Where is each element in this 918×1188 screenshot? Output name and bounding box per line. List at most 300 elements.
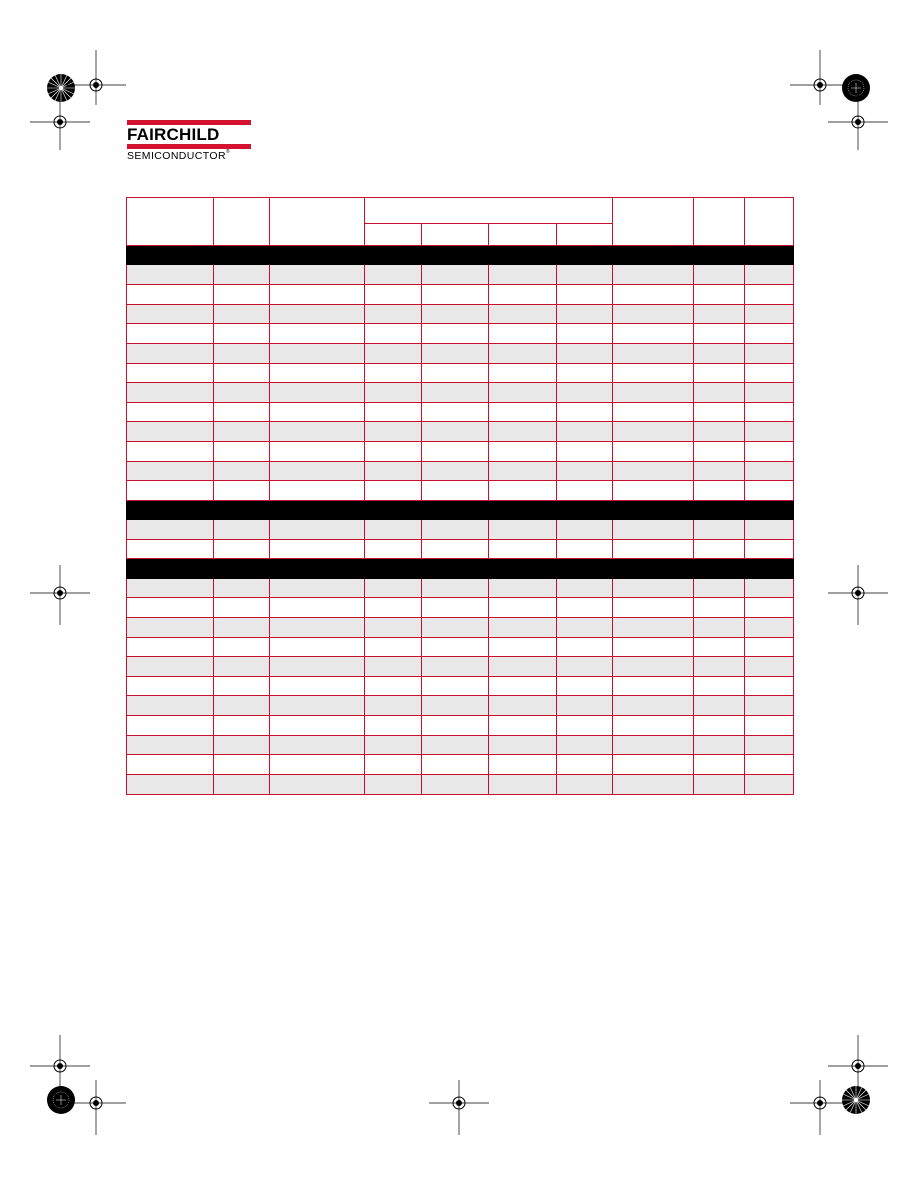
table-cell	[270, 735, 365, 755]
table-cell	[694, 598, 745, 618]
table-cell	[270, 343, 365, 363]
table-cell	[745, 402, 794, 422]
table-cell	[214, 520, 270, 540]
table-cell	[270, 696, 365, 716]
table-cell	[489, 402, 557, 422]
section-header-cell	[127, 501, 794, 520]
section-header-cell	[127, 246, 794, 265]
table-cell	[745, 539, 794, 559]
crosshair-mark-top-left-lower	[30, 95, 90, 155]
table-cell	[694, 755, 745, 775]
table-cell	[270, 598, 365, 618]
table-cell	[613, 520, 694, 540]
table-cell	[557, 617, 613, 637]
table-cell	[270, 324, 365, 344]
table-cell	[613, 324, 694, 344]
table-cell	[613, 461, 694, 481]
table-cell	[694, 716, 745, 736]
table-cell	[270, 383, 365, 403]
table-cell	[214, 775, 270, 795]
table-cell	[557, 735, 613, 755]
table-cell	[557, 343, 613, 363]
table-cell	[365, 265, 422, 285]
table-cell	[127, 402, 214, 422]
table-cell	[214, 343, 270, 363]
table-cell	[489, 343, 557, 363]
table-cell	[214, 617, 270, 637]
table-cell	[127, 676, 214, 696]
table-row	[127, 343, 794, 363]
table-cell	[365, 461, 422, 481]
table-cell	[214, 716, 270, 736]
table-cell	[745, 696, 794, 716]
table-cell	[127, 265, 214, 285]
table-cell	[489, 598, 557, 618]
table-cell	[365, 481, 422, 501]
table-cell	[422, 442, 489, 462]
table-cell	[365, 383, 422, 403]
table-cell	[613, 637, 694, 657]
table-row	[127, 422, 794, 442]
table-cell	[214, 363, 270, 383]
table-cell	[694, 402, 745, 422]
table-cell	[613, 696, 694, 716]
table-cell	[745, 735, 794, 755]
table-cell	[694, 265, 745, 285]
table-cell	[270, 265, 365, 285]
subheader-cell-1	[365, 224, 422, 246]
table-cell	[365, 363, 422, 383]
table-cell	[365, 422, 422, 442]
logo-tagline-text: SEMICONDUCTOR	[127, 150, 226, 162]
table-cell	[365, 598, 422, 618]
table-cell	[214, 755, 270, 775]
table-row	[127, 402, 794, 422]
table-cell	[557, 461, 613, 481]
table-cell	[365, 637, 422, 657]
table-cell	[745, 343, 794, 363]
table-cell	[489, 304, 557, 324]
table-cell	[694, 383, 745, 403]
table-cell	[127, 755, 214, 775]
table-cell	[745, 461, 794, 481]
table-cell	[745, 617, 794, 637]
table-row	[127, 617, 794, 637]
table-cell	[214, 637, 270, 657]
table-row	[127, 696, 794, 716]
table-cell	[557, 304, 613, 324]
section-header-row	[127, 501, 794, 520]
table-cell	[694, 637, 745, 657]
table-cell	[422, 520, 489, 540]
table-row	[127, 383, 794, 403]
table-cell	[127, 716, 214, 736]
table-cell	[613, 657, 694, 677]
table-cell	[127, 422, 214, 442]
table-cell	[127, 520, 214, 540]
table-cell	[270, 461, 365, 481]
table-cell	[270, 520, 365, 540]
table-cell	[422, 461, 489, 481]
table-row	[127, 755, 794, 775]
table-cell	[270, 304, 365, 324]
table-cell	[613, 755, 694, 775]
subheader-cell-4	[557, 224, 613, 246]
table-cell	[489, 383, 557, 403]
table-cell	[489, 716, 557, 736]
table-cell	[694, 775, 745, 795]
table-cell	[127, 363, 214, 383]
table-cell	[694, 284, 745, 304]
table-row	[127, 304, 794, 324]
header-row-1	[127, 198, 794, 224]
table-cell	[489, 775, 557, 795]
table-cell	[127, 284, 214, 304]
table-cell	[365, 676, 422, 696]
table-cell	[422, 598, 489, 618]
table-row	[127, 539, 794, 559]
table-cell	[557, 265, 613, 285]
table-cell	[214, 461, 270, 481]
table-row	[127, 284, 794, 304]
table-cell	[127, 481, 214, 501]
table-cell	[557, 598, 613, 618]
table-cell	[694, 520, 745, 540]
table-cell	[694, 304, 745, 324]
section-header-cell	[127, 559, 794, 578]
table-cell	[365, 304, 422, 324]
table-cell	[127, 343, 214, 363]
table-cell	[557, 755, 613, 775]
table-cell	[745, 598, 794, 618]
table-cell	[270, 676, 365, 696]
table-row	[127, 324, 794, 344]
table-cell	[270, 442, 365, 462]
table-cell	[214, 735, 270, 755]
table-cell	[694, 324, 745, 344]
table-cell	[214, 284, 270, 304]
table-cell	[214, 265, 270, 285]
table-cell	[422, 265, 489, 285]
table-cell	[422, 343, 489, 363]
table-cell	[613, 481, 694, 501]
header-cell-3	[270, 198, 365, 246]
table-cell	[745, 324, 794, 344]
table-cell	[745, 657, 794, 677]
table-cell	[613, 578, 694, 598]
table-cell	[489, 657, 557, 677]
table-cell	[557, 324, 613, 344]
table-cell	[422, 383, 489, 403]
table-cell	[214, 422, 270, 442]
table-cell	[270, 755, 365, 775]
table-cell	[422, 696, 489, 716]
table-cell	[489, 461, 557, 481]
table-cell	[214, 676, 270, 696]
table-cell	[422, 637, 489, 657]
table-cell	[270, 363, 365, 383]
table-cell	[613, 284, 694, 304]
table-cell	[489, 422, 557, 442]
table-cell	[365, 696, 422, 716]
table-cell	[613, 363, 694, 383]
table-cell	[365, 657, 422, 677]
table-cell	[694, 461, 745, 481]
table-cell	[557, 716, 613, 736]
table-cell	[613, 676, 694, 696]
table-cell	[422, 755, 489, 775]
table-cell	[214, 539, 270, 559]
table-cell	[270, 617, 365, 637]
table-cell	[745, 442, 794, 462]
table-cell	[613, 716, 694, 736]
table-row	[127, 598, 794, 618]
table-cell	[489, 676, 557, 696]
table-cell	[422, 422, 489, 442]
table-cell	[214, 481, 270, 501]
table-cell	[270, 716, 365, 736]
table-cell	[613, 598, 694, 618]
table-cell	[745, 284, 794, 304]
table-row	[127, 775, 794, 795]
table-cell	[489, 363, 557, 383]
table-cell	[557, 775, 613, 795]
table-cell	[557, 539, 613, 559]
table-cell	[214, 696, 270, 716]
table-cell	[422, 617, 489, 637]
table-cell	[214, 324, 270, 344]
crosshair-mark-top-right-lower	[828, 95, 888, 155]
table-cell	[745, 755, 794, 775]
table-cell	[694, 676, 745, 696]
header-cell-10	[745, 198, 794, 246]
table-row	[127, 481, 794, 501]
table-cell	[745, 578, 794, 598]
table-cell	[489, 637, 557, 657]
table-row	[127, 637, 794, 657]
table-cell	[127, 775, 214, 795]
table-cell	[365, 539, 422, 559]
table-cell	[613, 343, 694, 363]
table-cell	[557, 481, 613, 501]
table-cell	[422, 363, 489, 383]
table-cell	[694, 363, 745, 383]
header-cell-1	[127, 198, 214, 246]
table-cell	[613, 265, 694, 285]
table-row	[127, 520, 794, 540]
table-cell	[745, 520, 794, 540]
table-cell	[365, 343, 422, 363]
table-cell	[489, 696, 557, 716]
table-cell	[365, 520, 422, 540]
table-cell	[270, 402, 365, 422]
table-cell	[214, 598, 270, 618]
table-cell	[489, 520, 557, 540]
crosshair-mark-bottom-center	[429, 1075, 489, 1145]
table-cell	[557, 383, 613, 403]
table-row	[127, 676, 794, 696]
table-cell	[745, 676, 794, 696]
table-cell	[270, 637, 365, 657]
crosshair-mark-mid-right	[828, 565, 888, 625]
table-cell	[422, 716, 489, 736]
table-body	[127, 198, 794, 795]
table-cell	[613, 735, 694, 755]
logo-bottom-bar	[127, 144, 251, 149]
table-cell	[422, 657, 489, 677]
table-cell	[489, 442, 557, 462]
table-cell	[365, 284, 422, 304]
table-cell	[422, 539, 489, 559]
table-cell	[613, 539, 694, 559]
table-cell	[694, 657, 745, 677]
crosshair-mark-mid-left	[30, 565, 90, 625]
table-cell	[489, 539, 557, 559]
table-row	[127, 657, 794, 677]
table-cell	[745, 304, 794, 324]
section-header-row	[127, 246, 794, 265]
table-cell	[745, 383, 794, 403]
table-cell	[489, 578, 557, 598]
table-cell	[613, 442, 694, 462]
table-cell	[422, 304, 489, 324]
fairchild-logo	[127, 120, 251, 162]
table-cell	[694, 539, 745, 559]
table-cell	[745, 775, 794, 795]
table-cell	[270, 657, 365, 677]
table-cell	[270, 539, 365, 559]
table-cell	[694, 578, 745, 598]
crosshair-mark-bottom-left	[66, 1075, 126, 1145]
table-cell	[127, 735, 214, 755]
header-cell-9	[694, 198, 745, 246]
table-cell	[694, 696, 745, 716]
table-cell	[613, 383, 694, 403]
subheader-cell-3	[489, 224, 557, 246]
subheader-cell-2	[422, 224, 489, 246]
registered-mark: ®	[225, 149, 231, 155]
table-cell	[745, 716, 794, 736]
table-cell	[745, 422, 794, 442]
table-cell	[613, 402, 694, 422]
table-cell	[365, 442, 422, 462]
header-cell-8	[613, 198, 694, 246]
table-cell	[422, 775, 489, 795]
table-cell	[127, 617, 214, 637]
table-cell	[489, 324, 557, 344]
header-cell-2	[214, 198, 270, 246]
table-cell	[422, 284, 489, 304]
table-cell	[214, 402, 270, 422]
table-cell	[422, 481, 489, 501]
table-cell	[694, 735, 745, 755]
table-cell	[422, 578, 489, 598]
table-cell	[422, 735, 489, 755]
table-cell	[127, 383, 214, 403]
table-cell	[365, 755, 422, 775]
table-cell	[365, 735, 422, 755]
table-cell	[214, 383, 270, 403]
table-row	[127, 735, 794, 755]
table-row	[127, 442, 794, 462]
table-cell	[127, 657, 214, 677]
table-cell	[557, 442, 613, 462]
table-cell	[127, 578, 214, 598]
table-cell	[214, 304, 270, 324]
table-cell	[489, 735, 557, 755]
table-cell	[214, 657, 270, 677]
table-cell	[694, 617, 745, 637]
spec-table	[126, 197, 794, 795]
header-group-cell	[365, 198, 613, 224]
table-cell	[270, 578, 365, 598]
table-cell	[214, 578, 270, 598]
table-row	[127, 716, 794, 736]
table-row	[127, 265, 794, 285]
section-header-row	[127, 559, 794, 578]
table-cell	[557, 422, 613, 442]
table-cell	[365, 402, 422, 422]
table-cell	[270, 481, 365, 501]
table-cell	[557, 363, 613, 383]
table-cell	[127, 598, 214, 618]
table-cell	[127, 442, 214, 462]
table-cell	[557, 637, 613, 657]
table-row	[127, 578, 794, 598]
table-cell	[557, 676, 613, 696]
table-cell	[214, 442, 270, 462]
table-row	[127, 461, 794, 481]
table-cell	[694, 481, 745, 501]
table-cell	[127, 696, 214, 716]
table-cell	[365, 324, 422, 344]
table-cell	[557, 284, 613, 304]
table-cell	[127, 304, 214, 324]
logo-wordmark: FAIRCHILD	[127, 125, 220, 144]
table-cell	[365, 617, 422, 637]
table-cell	[365, 716, 422, 736]
table-cell	[745, 363, 794, 383]
table-cell	[613, 617, 694, 637]
table-cell	[127, 461, 214, 481]
table-cell	[745, 637, 794, 657]
table-cell	[422, 676, 489, 696]
table-cell	[745, 481, 794, 501]
table-cell	[694, 442, 745, 462]
table-row	[127, 363, 794, 383]
table-cell	[127, 637, 214, 657]
table-cell	[613, 775, 694, 795]
table-cell	[557, 657, 613, 677]
table-cell	[489, 755, 557, 775]
table-cell	[489, 617, 557, 637]
table-cell	[745, 265, 794, 285]
table-cell	[127, 324, 214, 344]
table-cell	[365, 775, 422, 795]
table-cell	[365, 578, 422, 598]
logo-tagline	[127, 150, 230, 162]
table-cell	[557, 696, 613, 716]
table-cell	[422, 402, 489, 422]
table-cell	[557, 402, 613, 422]
table-cell	[127, 539, 214, 559]
table-cell	[557, 578, 613, 598]
table-cell	[613, 304, 694, 324]
table-cell	[694, 422, 745, 442]
table-cell	[270, 422, 365, 442]
table-cell	[270, 284, 365, 304]
table-cell	[613, 422, 694, 442]
